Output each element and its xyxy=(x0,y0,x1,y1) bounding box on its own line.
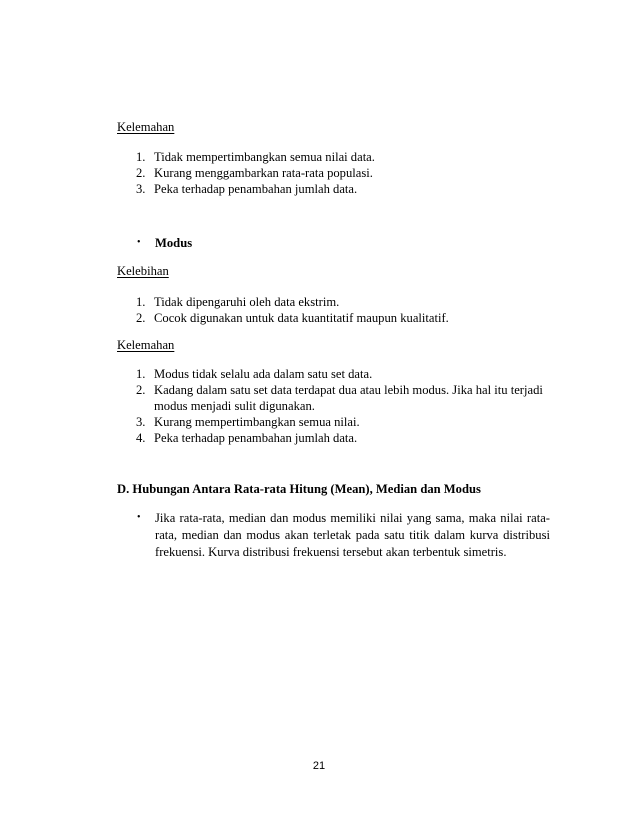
list-item xyxy=(136,310,449,326)
list-item-text: Tidak dipengaruhi oleh data ekstrim. xyxy=(154,295,340,309)
list-item-text: Peka terhadap penambahan jumlah data. xyxy=(154,431,358,445)
list-item-text-continued: modus menjadi sulit digunakan. xyxy=(154,399,315,413)
list-item-number: 3. xyxy=(136,182,146,196)
list-item-text: Kurang menggambarkan rata-rata populasi. xyxy=(154,166,373,180)
kelemahan-heading-2: Kelemahan xyxy=(117,338,175,352)
list-item-number: 2. xyxy=(136,311,146,325)
kelebihan-heading: Kelebihan xyxy=(117,264,169,278)
page-number: 21 xyxy=(312,760,326,772)
section-d-title: D. Hubungan Antara Rata-rata Hitung (Mean), Median dan Modus xyxy=(117,482,481,496)
list-item-number: 2. xyxy=(136,383,146,397)
kelemahan-heading-1: Kelemahan xyxy=(117,120,175,134)
list-item xyxy=(136,414,543,430)
list-item xyxy=(136,149,375,165)
list-item-text: Peka terhadap penambahan jumlah data. xyxy=(154,182,358,196)
list-item-number: 1. xyxy=(136,295,146,309)
list-item xyxy=(136,366,543,382)
list-item-text: Kurang mempertimbangkan semua nilai. xyxy=(154,415,360,429)
list-item-number: 2. xyxy=(136,166,146,180)
list-item-text: Cocok digunakan untuk data kuantitatif maupun kualitatif. xyxy=(154,311,449,325)
list-item-number: 3. xyxy=(136,415,146,429)
list-item-number: 1. xyxy=(136,150,146,164)
list-item xyxy=(136,294,449,310)
list-item-text: Modus tidak selalu ada dalam satu set data. xyxy=(154,367,373,381)
list-item-text: Kadang dalam satu set data terdapat dua atau lebih modus. Jika hal itu terjadi xyxy=(154,383,543,397)
section-d-bullet: • xyxy=(137,512,141,523)
list-item xyxy=(136,382,543,414)
kelemahan-list-1 xyxy=(136,149,375,197)
list-item-number: 4. xyxy=(136,431,146,445)
list-item xyxy=(136,165,375,181)
modus-title: Modus xyxy=(155,236,193,250)
list-item xyxy=(136,181,375,197)
list-item-text: Tidak mempertimbangkan semua nilai data. xyxy=(154,150,375,164)
section-d-paragraph: Jika rata-rata, median dan modus memiliki nilai yang sama, maka nilai rata-rata, median dan modus akan terletak pada satu titik dalam kurva distribusi frekuensi. Kurva distribusi frekuensi tersebut akan terbentuk simetris. xyxy=(155,511,550,559)
list-item-number: 1. xyxy=(136,367,146,381)
modus-bullet: • xyxy=(137,237,141,248)
kelemahan-list-2 xyxy=(136,366,543,446)
list-item xyxy=(136,430,543,446)
kelebihan-list xyxy=(136,294,449,326)
